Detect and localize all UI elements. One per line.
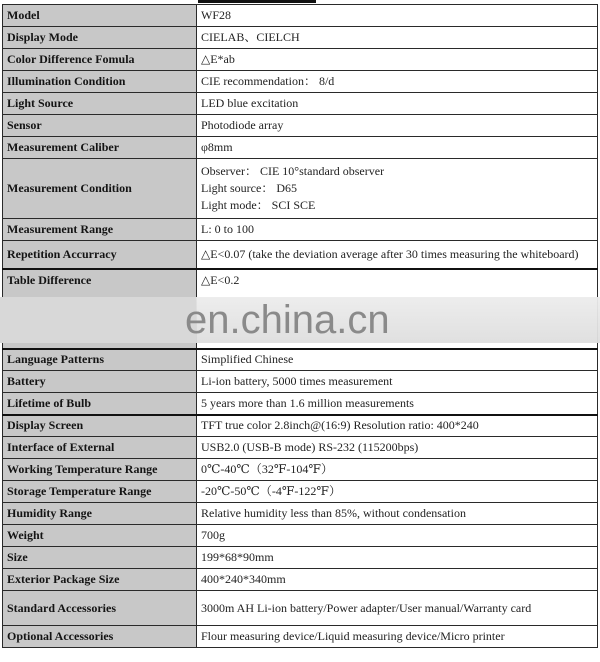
row-label: Display Screen bbox=[3, 415, 197, 437]
table-row bbox=[3, 219, 598, 241]
table-row bbox=[3, 591, 598, 626]
row-value: TFT true color 2.8inch@(16:9) Resolution ratio: 400*240 bbox=[197, 415, 598, 437]
row-label: Exterior Package Size bbox=[3, 569, 197, 591]
row-label: Illumination Condition bbox=[3, 71, 197, 93]
row-label: Light Source bbox=[3, 93, 197, 115]
row-value: WF28 bbox=[197, 5, 598, 27]
row-value bbox=[197, 159, 598, 219]
table-row bbox=[3, 503, 598, 525]
table-row bbox=[3, 269, 598, 291]
row-label: Lifetime of Bulb bbox=[3, 393, 197, 415]
table-row bbox=[3, 5, 598, 27]
table-row bbox=[3, 93, 598, 115]
table-row bbox=[3, 49, 598, 71]
row-value: CIE recommendation： 8/d bbox=[197, 71, 598, 93]
row-value: 199*68*90mm bbox=[197, 547, 598, 569]
table-row bbox=[3, 569, 598, 591]
row-label: Battery bbox=[3, 371, 197, 393]
row-label: Display Mode bbox=[3, 27, 197, 49]
row-value: 5 years more than 1.6 million measurements bbox=[197, 393, 598, 415]
table-row bbox=[3, 459, 598, 481]
row-label: Measurement Caliber bbox=[3, 137, 197, 159]
row-label: Measurement Range bbox=[3, 219, 197, 241]
row-value: △E*ab bbox=[197, 49, 598, 71]
table-row bbox=[3, 371, 598, 393]
row-label: Color Difference Fomula bbox=[3, 49, 197, 71]
row-label: Interface of External bbox=[3, 437, 197, 459]
row-value: Simplified Chinese bbox=[197, 349, 598, 371]
row-value: 400*240*340mm bbox=[197, 569, 598, 591]
table-row bbox=[3, 27, 598, 49]
row-value-line: Observer： CIE 10°standard observer bbox=[201, 164, 385, 178]
table-row bbox=[3, 349, 598, 371]
row-value: △E<0.2 bbox=[197, 269, 598, 291]
row-label: Model bbox=[3, 5, 197, 27]
table-row bbox=[3, 481, 598, 503]
row-label: Repetition Accurracy bbox=[3, 241, 197, 269]
row-label: Storage Temperature Range bbox=[3, 481, 197, 503]
watermark-text: en.china.cn bbox=[185, 298, 390, 342]
table-row bbox=[3, 547, 598, 569]
row-label: Size bbox=[3, 547, 197, 569]
row-value: Photodiode array bbox=[197, 115, 598, 137]
row-label: Standard Accessories bbox=[3, 591, 197, 626]
row-value: USB2.0 (USB-B mode) RS-232 (115200bps) bbox=[197, 437, 598, 459]
row-value: LED blue excitation bbox=[197, 93, 598, 115]
row-value: Li-ion battery, 5000 times measurement bbox=[197, 371, 598, 393]
row-value: -20℃-50℃（-4℉-122℉） bbox=[197, 481, 598, 503]
row-value: L: 0 to 100 bbox=[197, 219, 598, 241]
row-label: Table Difference bbox=[3, 269, 197, 291]
row-label: Measurement Condition bbox=[3, 159, 197, 219]
table-row bbox=[3, 159, 598, 219]
row-value: △E<0.07 (take the deviation average after 30 times measuring the whiteboard) bbox=[197, 241, 598, 269]
row-value-line: Light mode： SCI SCE bbox=[201, 198, 316, 212]
table-row bbox=[3, 241, 598, 269]
table-row bbox=[3, 393, 598, 415]
table-row bbox=[3, 115, 598, 137]
watermark-band-left bbox=[0, 297, 196, 343]
row-value: 700g bbox=[197, 525, 598, 547]
row-value: 3000m AH Li-ion battery/Power adapter/User manual/Warranty card bbox=[197, 591, 598, 626]
row-value: CIELAB、CIELCH bbox=[197, 27, 598, 49]
row-label: Sensor bbox=[3, 115, 197, 137]
row-value: Relative humidity less than 85%, without condensation bbox=[197, 503, 598, 525]
row-label: Humidity Range bbox=[3, 503, 197, 525]
row-value: φ8mm bbox=[197, 137, 598, 159]
table-row bbox=[3, 137, 598, 159]
row-label: Working Temperature Range bbox=[3, 459, 197, 481]
table-row bbox=[3, 415, 598, 437]
row-value: Flour measuring device/Liquid measuring device/Micro printer bbox=[197, 626, 598, 648]
table-row bbox=[3, 525, 598, 547]
row-value-line: Light source： D65 bbox=[201, 181, 297, 195]
header-bar bbox=[198, 0, 316, 3]
row-label: Optional Accessories bbox=[3, 626, 197, 648]
row-label: Weight bbox=[3, 525, 197, 547]
table-row bbox=[3, 626, 598, 648]
table-row bbox=[3, 71, 598, 93]
table-row bbox=[3, 437, 598, 459]
row-label: Language Patterns bbox=[3, 349, 197, 371]
row-value: 0℃-40℃（32℉-104℉） bbox=[197, 459, 598, 481]
